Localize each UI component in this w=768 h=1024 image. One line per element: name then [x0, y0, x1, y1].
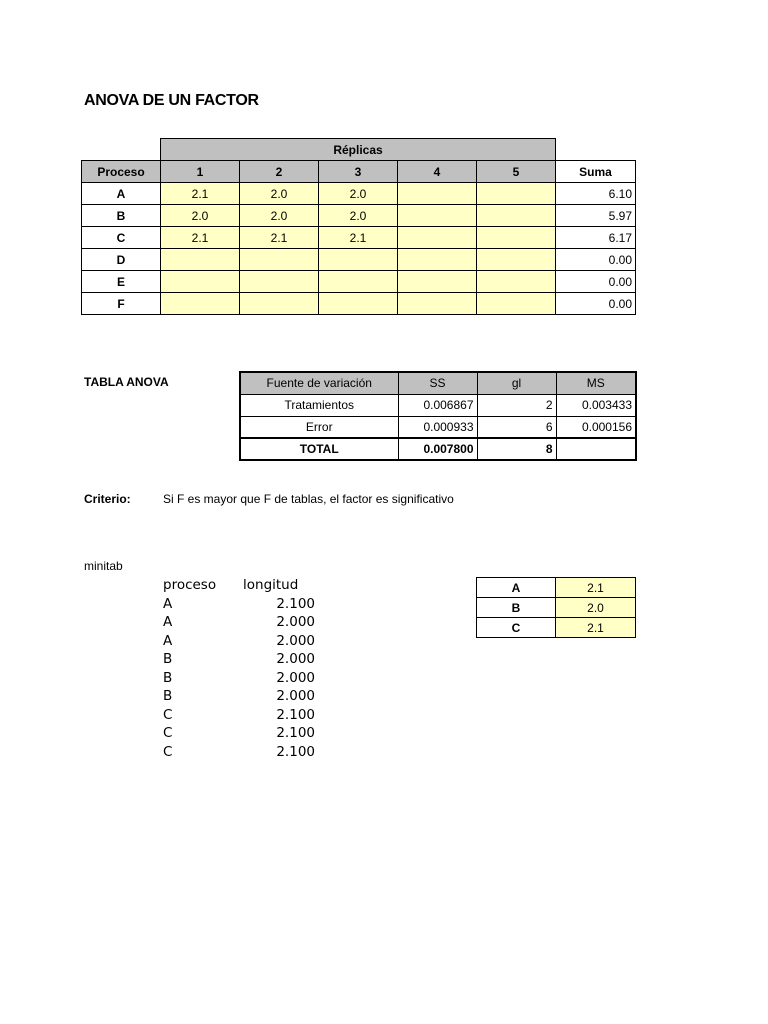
replica-cell[interactable]: 2.0 — [161, 205, 240, 227]
summary-value[interactable]: 2.0 — [556, 598, 636, 618]
suma-cell[interactable]: 6.10 — [556, 183, 636, 205]
proceso-column-header: proceso — [163, 577, 217, 593]
list-item: B — [163, 651, 173, 667]
replica-col-header[interactable]: 1 — [161, 161, 240, 183]
anova-header-gl[interactable]: gl — [477, 372, 556, 394]
list-item: 2.000 — [276, 632, 315, 649]
page-title: ANOVA DE UN FACTOR — [84, 92, 259, 109]
replica-col-header[interactable]: 3 — [319, 161, 398, 183]
replica-cell[interactable] — [398, 205, 477, 227]
table-row — [477, 618, 636, 638]
list-item: A — [163, 595, 173, 612]
replica-cell[interactable]: 2.0 — [240, 205, 319, 227]
summary-label[interactable]: C — [477, 618, 556, 638]
replica-cell[interactable]: 2.1 — [161, 183, 240, 205]
replica-cell[interactable] — [240, 271, 319, 293]
replica-cell[interactable] — [161, 271, 240, 293]
list-item: 2.000 — [276, 614, 315, 630]
list-item: B — [163, 688, 173, 704]
list-item: 2.100 — [276, 595, 315, 612]
anova-gl-cell[interactable]: 6 — [477, 416, 556, 438]
summary-value[interactable]: 2.1 — [556, 578, 636, 598]
replica-cell[interactable] — [477, 183, 556, 205]
anova-gl-cell[interactable]: 2 — [477, 394, 556, 416]
table-row — [240, 438, 636, 460]
suma-header[interactable]: Suma — [556, 161, 636, 183]
list-item: 2.000 — [276, 651, 315, 667]
list-item: 2.000 — [276, 688, 315, 704]
minitab-label: minitab — [84, 559, 123, 573]
suma-cell[interactable]: 5.97 — [556, 205, 636, 227]
replica-col-header[interactable]: 2 — [240, 161, 319, 183]
replica-cell[interactable]: 2.1 — [319, 227, 398, 249]
replica-cell[interactable] — [161, 293, 240, 315]
anova-gl-cell[interactable]: 8 — [477, 438, 556, 460]
anova-table-label: TABLA ANOVA — [84, 375, 169, 389]
replicas-group-header[interactable]: Réplicas — [161, 139, 556, 161]
summary-value[interactable]: 2.1 — [556, 618, 636, 638]
replica-cell[interactable] — [319, 271, 398, 293]
criterio-label: Criterio: — [84, 492, 131, 506]
replica-cell[interactable] — [161, 249, 240, 271]
replica-cell[interactable] — [319, 293, 398, 315]
replica-cell[interactable]: 2.1 — [240, 227, 319, 249]
replica-cell[interactable]: 2.0 — [319, 183, 398, 205]
row-label[interactable]: B — [82, 205, 161, 227]
list-item: C — [163, 706, 173, 723]
list-item: 2.100 — [276, 706, 315, 723]
anova-source-cell[interactable]: Tratamientos — [240, 394, 398, 416]
table-row — [82, 293, 636, 315]
anova-source-cell[interactable]: Error — [240, 416, 398, 438]
proceso-header[interactable]: Proceso — [82, 161, 161, 183]
replica-cell[interactable] — [398, 249, 477, 271]
suma-cell[interactable]: 0.00 — [556, 271, 636, 293]
anova-ms-cell[interactable]: 0.003433 — [556, 394, 636, 416]
replica-cell[interactable] — [240, 249, 319, 271]
row-label[interactable]: C — [82, 227, 161, 249]
replica-cell[interactable] — [477, 249, 556, 271]
anova-source-cell[interactable]: TOTAL — [240, 438, 398, 460]
list-item: C — [163, 743, 173, 760]
list-item: B — [163, 669, 173, 686]
replica-cell[interactable]: 2.0 — [240, 183, 319, 205]
replica-col-header[interactable]: 4 — [398, 161, 477, 183]
replica-cell[interactable]: 2.1 — [161, 227, 240, 249]
suma-cell[interactable]: 0.00 — [556, 249, 636, 271]
replica-cell[interactable] — [398, 271, 477, 293]
list-item: 2.000 — [276, 669, 315, 686]
replica-cell[interactable] — [319, 249, 398, 271]
anova-ss-cell[interactable]: 0.007800 — [398, 438, 477, 460]
longitud-column-header: longitud — [243, 577, 299, 593]
suma-cell[interactable]: 6.17 — [556, 227, 636, 249]
replica-cell[interactable]: 2.0 — [319, 205, 398, 227]
row-label[interactable]: F — [82, 293, 161, 315]
row-label[interactable]: E — [82, 271, 161, 293]
replica-cell[interactable] — [398, 183, 477, 205]
list-item: 2.100 — [276, 725, 315, 741]
replica-cell[interactable] — [240, 293, 319, 315]
row-label[interactable]: A — [82, 183, 161, 205]
suma-cell[interactable]: 0.00 — [556, 293, 636, 315]
list-item: C — [163, 725, 173, 741]
summary-table — [476, 577, 636, 638]
row-label[interactable]: D — [82, 249, 161, 271]
replica-cell[interactable] — [398, 227, 477, 249]
anova-ss-cell[interactable]: 0.006867 — [398, 394, 477, 416]
replicas-table — [81, 138, 636, 315]
criterio-text: Si F es mayor que F de tablas, el factor es significativo — [163, 492, 454, 506]
replica-cell[interactable] — [477, 227, 556, 249]
summary-label[interactable]: A — [477, 578, 556, 598]
anova-ms-cell[interactable]: 0.000156 — [556, 416, 636, 438]
anova-table — [239, 371, 637, 461]
list-item: A — [163, 632, 173, 649]
table-row — [82, 183, 636, 205]
anova-header-fuente[interactable]: Fuente de variación — [240, 372, 398, 394]
table-row — [477, 598, 636, 618]
anova-ss-cell[interactable]: 0.000933 — [398, 416, 477, 438]
anova-header-ss[interactable]: SS — [398, 372, 477, 394]
summary-label[interactable]: B — [477, 598, 556, 618]
replica-cell[interactable] — [477, 293, 556, 315]
list-item: 2.100 — [276, 743, 315, 760]
proceso-column — [163, 576, 216, 761]
table-row — [477, 578, 636, 598]
table-row — [82, 249, 636, 271]
table-row — [240, 416, 636, 438]
table-row — [82, 227, 636, 249]
table-row — [240, 394, 636, 416]
table-row — [82, 205, 636, 227]
replica-cell[interactable] — [477, 205, 556, 227]
table-row — [82, 271, 636, 293]
replica-cell[interactable] — [398, 293, 477, 315]
anova-header-ms[interactable]: MS — [556, 372, 636, 394]
longitud-column — [243, 576, 315, 761]
replica-col-header[interactable]: 5 — [477, 161, 556, 183]
replica-cell[interactable] — [477, 271, 556, 293]
anova-ms-cell[interactable] — [556, 438, 636, 460]
list-item: A — [163, 614, 173, 630]
